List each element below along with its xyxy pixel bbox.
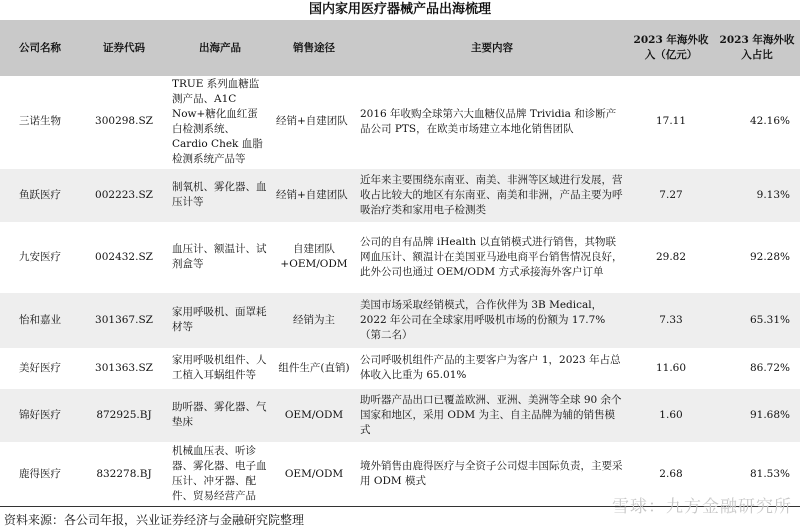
cell-company: 美好医疗 [19, 361, 61, 374]
cell-ratio: 9.13% [756, 188, 790, 201]
cell-revenue: 7.27 [659, 188, 683, 201]
cell-content: 近年来主要围绕东南亚、南美、非洲等区域进行发展，营收占比较大的地区有东南亚、南美和非洲，产品主要为呼吸治疗类和家用电子检测类 [360, 173, 623, 216]
cell-content: 美国市场采取经销模式，合作伙伴为 3B Medical，2022 年公司在全球家用呼吸机市场的份额为 17.7%（第二名） [360, 298, 606, 341]
cell-ratio: 65.31% [749, 313, 790, 326]
cell-ratio: 81.53% [749, 467, 790, 480]
cell-company: 锦好医疗 [19, 408, 61, 421]
table-title: 国内家用医疗器械产品出海梳理 [308, 2, 491, 17]
cell-code: 301367.SZ [95, 313, 153, 326]
watermark: 雪球：九方金融研究所 [612, 497, 792, 517]
header-content: 主要内容 [471, 41, 513, 54]
cell-channel: 组件生产(直销) [278, 361, 350, 374]
cell-channel: OEM/ODM [284, 408, 344, 421]
header-revenue: 2023 年海外收入（亿元） [633, 34, 709, 61]
header-row [0, 20, 800, 76]
cell-code: 002223.SZ [95, 188, 153, 201]
cell-content: 助听器产品出口已覆盖欧洲、亚洲、美洲等全球 90 余个国家和地区，采用 ODM 为主、自主品牌为辅的销售模式 [360, 393, 622, 436]
cell-channel: 自建团队+OEM/ODM [280, 243, 348, 270]
cell-content: 公司呼吸机组件产品的主要客户为客户 1，2023 年占总体收入比重为 65.01% [360, 354, 621, 381]
cell-products: 血压计、额温计、试剂盒等 [172, 243, 267, 270]
cell-ratio: 92.28% [749, 250, 790, 263]
table-row [0, 168, 800, 222]
header-code: 证券代码 [103, 41, 145, 54]
header-company: 公司名称 [19, 41, 61, 54]
cell-products: 机械血压表、听诊器、雾化器、电子血压计、冲牙器、配件、贸易经营产品 [172, 445, 267, 502]
table-row [0, 76, 800, 168]
cell-code: 002432.SZ [95, 250, 153, 263]
data-table [0, 20, 800, 507]
table-row [0, 292, 800, 348]
cell-code: 301363.SZ [95, 361, 153, 374]
cell-revenue: 1.60 [659, 408, 683, 421]
cell-channel: 经销+自建团队 [276, 115, 348, 128]
table-row [0, 348, 800, 388]
cell-revenue: 29.82 [655, 250, 687, 263]
cell-ratio: 91.68% [749, 408, 790, 421]
cell-channel: 经销为主 [293, 313, 335, 326]
cell-products: 家用呼吸机、面罩耗材等 [172, 306, 267, 333]
cell-content: 公司的自有品牌 iHealth 以直销模式进行销售，其物联网血压计、额温计在美国亚马逊电商平台销售情况良好，此外公司也通过 OEM/ODM 方式承接海外客户订单 [360, 235, 623, 278]
table-row [0, 222, 800, 292]
cell-ratio: 86.72% [749, 361, 790, 374]
cell-content: 2016 年收购全球第六大血糖仪品牌 Trividia 和诊断产品公司 PTS，在欧美市场建立本地化销售团队 [360, 107, 617, 135]
cell-company: 九安医疗 [19, 250, 61, 263]
cell-channel: OEM/ODM [284, 467, 344, 480]
cell-revenue: 7.33 [659, 313, 683, 326]
cell-code: 832278.BJ [96, 467, 152, 480]
cell-revenue: 2.68 [659, 467, 683, 480]
header-channel: 销售途径 [293, 41, 335, 54]
cell-company: 怡和嘉业 [19, 313, 61, 326]
cell-company: 鱼跃医疗 [19, 188, 61, 201]
header-ratio: 2023 年海外收入占比 [719, 34, 795, 61]
cell-revenue: 17.11 [655, 115, 687, 128]
cell-channel: 经销+自建团队 [276, 188, 348, 201]
cell-company: 鹿得医疗 [19, 467, 61, 480]
cell-products: TRUE 系列血糖监测产品、A1C Now+糖化血红蛋白检测系统、Cardio Chek 血脂检测系统产品等 [172, 77, 263, 165]
cell-content: 境外销售由鹿得医疗与全资子公司煜丰国际负责，主要采用 ODM 模式 [360, 460, 623, 487]
header-products: 出海产品 [199, 41, 241, 54]
cell-company: 三诺生物 [19, 115, 61, 128]
cell-products: 家用呼吸机组件、人工植入耳蜗组件等 [172, 354, 267, 381]
cell-code: 872925.BJ [96, 408, 152, 421]
cell-ratio: 42.16% [749, 115, 790, 128]
table-row [0, 388, 800, 442]
cell-products: 助听器、雾化器、气垫床 [172, 401, 267, 428]
cell-revenue: 11.60 [655, 361, 687, 374]
cell-code: 300298.SZ [95, 115, 153, 128]
source-note: 资料来源：各公司年报，兴业证券经济与金融研究院整理 [4, 513, 305, 527]
cell-products: 制氧机、雾化器、血压计等 [172, 181, 267, 208]
